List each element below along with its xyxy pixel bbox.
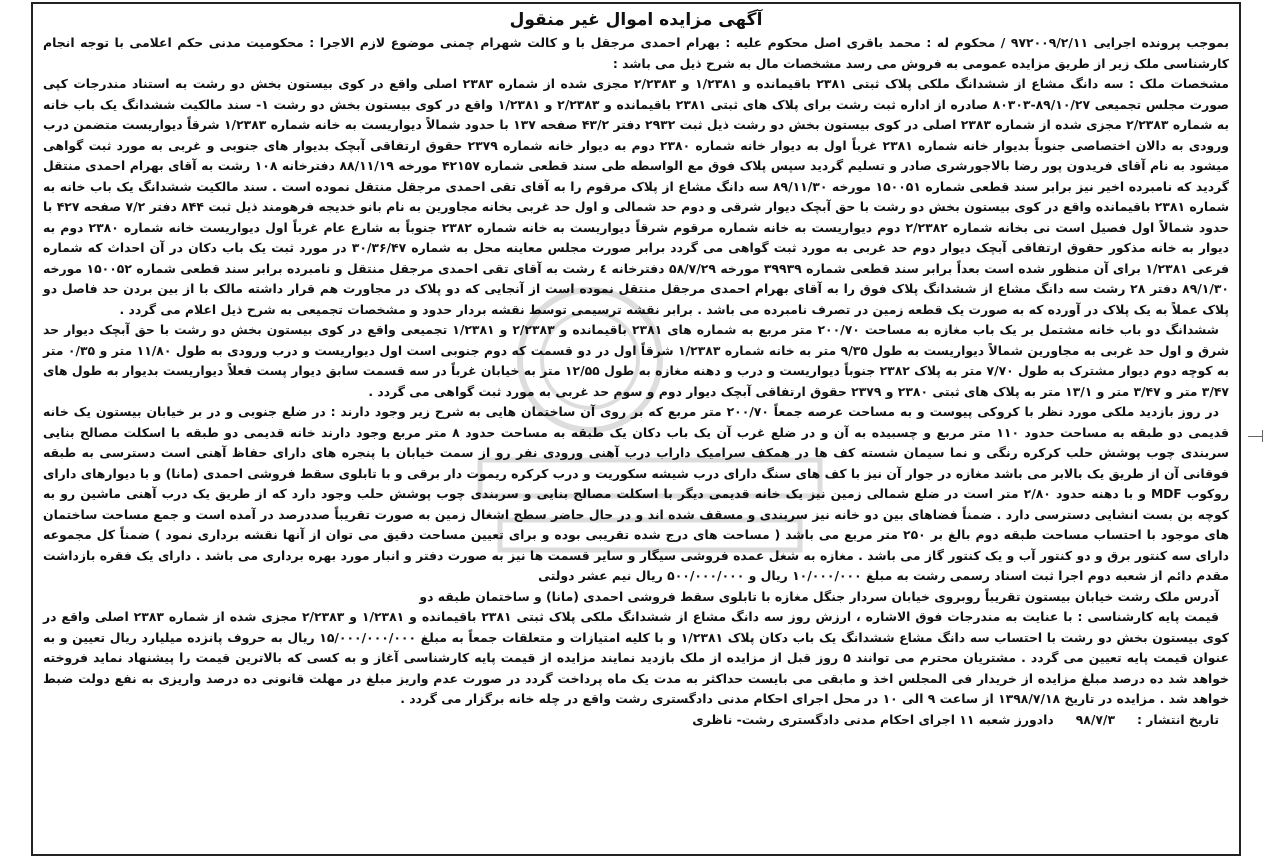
- site-visit-paragraph: در روز بازدید ملکی مورد نظر با کروکی پیوست و به مساحت عرصه جمعاً ۲۰۰/۷۰ متر مربع که بر روی آن ساختمان هایی به شرح زیر وجود دارند : در ضلع جنوبی و در بر خیابان بیستون یک خانه قدیمی دو طبقه به مساحت حدود ۱۱۰ متر مربع و چسبیده به آن و در ضلع غرب آن یک باب دکان یک طبقه به مساحت حدود ۸ متر مربع وجود دارند خانه قدیمی دو طبقه با اسکلت مصالح بنایی سربندی چوب پوشش حلب کرکره رنگی و نما سیمان شسته کف ها در همکف سرامیک داراب درب آهنی ورودی نفر رو از سمت خیابان با پنجره های دارای حفاظ آهنی است دسترسی به طبقه فوقانی آن از طریق یک بالابر می باشد مغازه در جوار آن نیز با کف های سنگ دارای درب شیشه سکوریت و درب کرکره ریموت دار برقی و با تابلوی سقط فروشی احمدی (مانا) و با دیوارهای دارای روکوب MDF و با دهنه حدود ۲/۸۰ متر است در ضلع شمالی زمین نیز یک خانه قدیمی دیگر با اسکلت مصالح بنایی و سربندی چوب پوشش حلب وجود دارد که از طریق یک درب آهنی ماشین رو به کوچه بن بست انشایی دسترسی دارد . ضمناً فضاهای بین دو خانه نیز سربندی و مسقف شده اند و در حال حاضر سطح اشغال زمین به صورت تقریباً صددرصد در آمده است و جمع مساحت ساختمان های موجود با احتساب مساحت طبقه دوم بالغ بر ۲۵۰ متر مربع می باشد ( مساحت های درج شده تقریبی بوده و برای تعیین مساحت دقیق می توان از آنها نقشه برداری نمود ) ضمناً کل مجموعه دارای سه کنتور برق و دو کنتور آب و یک کنتور گاز می باشد . مغازه به شغل عمده فروشی سیگار و سایر قسمت ها نیز به صورت دفتر و انبار مورد بهره برداری می باشد . دارای یک فقره بازداشت مقدم دائم از شعبه دوم اجرا ثبت اسناد رسمی رشت به مبلغ ۱۰/۰۰۰/۰۰۰ ریال و ۵۰۰/۰۰۰/۰۰۰ ریال نیم عشر دولتی: [43, 404, 1230, 583]
- notice-title: آگهی مزایده اموال غیر منقول: [509, 10, 763, 30]
- margin-mark: [1248, 436, 1262, 437]
- margin-mark-vertical: [1262, 430, 1263, 442]
- signature: دادورز شعبه ۱۱ اجرای احکام مدنی دادگستری رشت- ناظری: [692, 711, 1054, 727]
- signoff-line: [43, 710, 1229, 731]
- property-specs-paragraph: مشخصات ملک : سه دانگ مشاع از ششدانگ ملکی پلاک ثبتی ۲۳۸۱ باقیمانده و ۱/۲۳۸۱ و ۲/۲۳۸۳ مجزی شده از شماره ۲۳۸۳ اصلی واقع در کوی بیستون بخش دو رشت به استناد مندرجات کپی صورت مجلس تجمیعی ۸۹/۱۰/۲۷-۸۰۳۰۳ صادره از اداره ثبت رشت برای پلاک های ثبتی ۲۳۸۱ باقیمانده و ۲/۲۳۸۳ و ۱/۲۳۸۱ واقع در کوی بیستون بخش دو رشت ۱- سند مالکیت ششدانگ یک باب خانه به شماره ۲/۲۳۸۳ مجزی شده از شماره ۲۳۸۳ اصلی در کوی بیستون بخش دو رشت ذیل ثبت ۲۹۳۲ دفتر ۴۳/۲ صفحه ۱۳۷ با حدود شمالاً دیواریست به خانه شماره ۱/۲۳۸۳ شرقاً دیواریست متضمن درب ورودی به دالان اختصاصی جنوباً بدیوار خانه شماره ۲۳۸۱ غرباً اول به دیوار خانه شماره ۲۳۸۰ دوم به دیوار خانه شماره ۲۳۷۹ حقوق ارتفاقی آبچک بدیوار های جنوبی و غربی به مورد ثبت گواهی میشود به نام آقای فریدون پور رضا بالاجورشری صادر و تسلیم گردید سپس پلاک فوق مع الواسطه طی سند قطعی شماره ۴۲۱۵۷ مورخه ۸۸/۱۱/۱۹ دفترخانه ۱۰۸ رشت به آقای بهرام احمدی منتقل گردید که نامبرده اخیر نیز برابر سند قطعی شماره ۱۵۰۰۵۱ مورخه ۸۹/۱۱/۳۰ سه دانگ مشاع از پلاک مرقوم را به آقای تقی احمدی مرجقل منتقل نموده است . سند مالکیت ششدانگ یک باب خانه به شماره ۲۳۸۱ باقیمانده واقع در کوی بیستون بخش دو رشت با حق آبچک دیوار شرقی و دوم حد شمالی و اول حد غربی بخانه مجاورین به نام بانو خدیجه فرهومند ذیل ثبت ۸۴۴ دفتر ۷/۲ صفحه ۴۲۷ با حدود شمالاً اول فصیل است نی بخانه شماره ۲/۲۳۸۲ دوم دیواریست به خانه شماره مرقوم شرقاً دیواریست به خانه شماره ۲۳۸۲ جنوباً به شارع عام غرباً اول دیواریست خانه شماره ۲۳۸۰ دوم به دیوار به خانه مذکور حقوق ارتفاقی آبچک دیوار دوم حد غربی به مورد ثبت گواهی می گردد برابر صورت مجلس معاینه محل به شماره ۳۰/۳۶/۴۷ در مورد ثبت یک باب دکان در آن احداث که شماره فرعی ۱/۲۳۸۱ برای آن منظور شده است بعداً برابر سند قطعی شماره ۳۹۹۳۹ مورخه ۵۸/۷/۲۹ دفترخانه ٤ رشت به آقای تقی احمدی مرجقل منتقل و نامبرده برابر سند قطعی شماره ۱۵۰۰۵۲ مورخه ۸۹/۱/۳۰ دفتر ۲۸ رشت سه دانگ مشاع از ششدانگ پلاک فوق را به آقای بهرام احمدی مرجقل منتقل نموده است از آنجایی که دو پلاک در مجاورت هم قرار داشته مالک با از بین بردن حد فاصل دو پلاک عملاً به یک پلاک در آورده که به صورت یک قطعه زمین در تصرف نامبرده می باشد . برابر نقشه ترسیمی توسط نقشه بردار حدود و مشخصات تجمیعی به شرح ذیل اعلام می گردد .: [43, 76, 1230, 317]
- address-paragraph: آدرس ملک رشت خیابان بیستون تقریباً روبروی خیابان سردار جنگل مغازه با تابلوی سقط فروشی احمدی (مانا) و ساختمان طبقه دو: [419, 588, 1219, 604]
- publish-date: ۹۸/۷/۳: [1075, 711, 1116, 727]
- auction-notice: [31, 2, 1241, 856]
- intro-paragraph: بموجب پرونده اجرایی ۹۷۲۰۰۹/۲/۱۱ / محکوم له : محمد باقری اصل محکوم علیه : بهرام احمدی مرجقل با و کالت شهرام چمنی موضوع لازم الاجرا : محکومیت مدنی حکم اعلامی با توجه انجام کارشناسی ملک زیر از طریق مزایده عمومی به فروش می رسد مشخصات مال به شرح ذیل می باشد :: [43, 35, 1229, 71]
- publish-date-label: تاریخ انتشار :: [1137, 711, 1219, 727]
- combined-boundaries-paragraph: ششدانگ دو باب خانه مشتمل بر یک باب مغازه به مساحت ۲۰۰/۷۰ متر مربع به شماره های ۲۳۸۱ باقیمانده و ۲/۲۳۸۳ و ۱/۲۳۸۱ تجمیعی واقع در کوی بیستون بخش دو رشت با حق آبچک دیوار حد شرق و اول حد غربی به مجاورین شمالاً دیواریست به طول ۹/۳۵ متر به خانه شماره ۱/۲۳۸۳ شرقاً اول در دو قسمت که دوم جنوبی است اول دیواریست و درب ورودی به طول ۱۱/۸۰ متر و ۰/۳۵ متر به کوچه دوم دیوار مشترک به طول ۷/۷۰ متر به پلاک ۲۳۸۲ جنوباً دیواریست و درب و دهنه مغازه به طول ۱۲/۵۵ متر به خیابان غرباً در سه قسمت سابق دیوار پست فعلاً دیواریست بدیوار به طول های ۳/۴۷ متر و ۳/۴۷ متر و ۱۳/۱ متر به پلاک های ثبتی ۲۳۸۰ و ۲۳۷۹ حقوق ارتفاقی آبچک دیوار دوم و سوم حد غربی به مورد ثبت گواهی می گردد .: [43, 322, 1229, 399]
- base-price-paragraph: قیمت پایه کارشناسی : با عنایت به مندرجات فوق الاشاره ، ارزش روز سه دانگ مشاع از ششدانگ ملکی پلاک ثبتی ۲۳۸۱ باقیمانده و ۱/۲۳۸۱ و ۲/۲۳۸۳ مجزی شده از شماره ۲۳۸۳ اصلی واقع در کوی بیستون بخش دو رشت با احتساب سه دانگ مشاع ششدانگ یک باب دکان پلاک ۱/۲۳۸۱ و با کلیه امتیازات و متعلقات جمعاً به مبلغ ۱۵/۰۰۰/۰۰۰/۰۰۰ ریال به حروف پانزده میلیارد ریال تعیین و به عنوان قیمت پایه تعیین می گردد . مشتریان محترم می توانند ۵ روز قبل از مزایده از ملک بازدید نمایند مزایده از قیمت پایه کارشناسی آغاز و به کسی که بالاترین قیمت را پیشنهاد نماید فروخته خواهد شد ده درصد مبلغ مزایده از خریدار فی المجلس اخذ و مابقی می بایست حداکثر به مدت یک ماه پرداخت گردد در صورت عدم واریز مبلغ در مهلت قانونی ده درصد واریزی به نفع دولت ضبط خواهد شد . مزایده در تاریخ ۱۳۹۸/۷/۱۸ از ساعت ۹ الی ۱۰ در محل اجرای احکام مدنی دادگستری رشت واقع در چله خانه برگزار می گردد .: [43, 609, 1229, 706]
